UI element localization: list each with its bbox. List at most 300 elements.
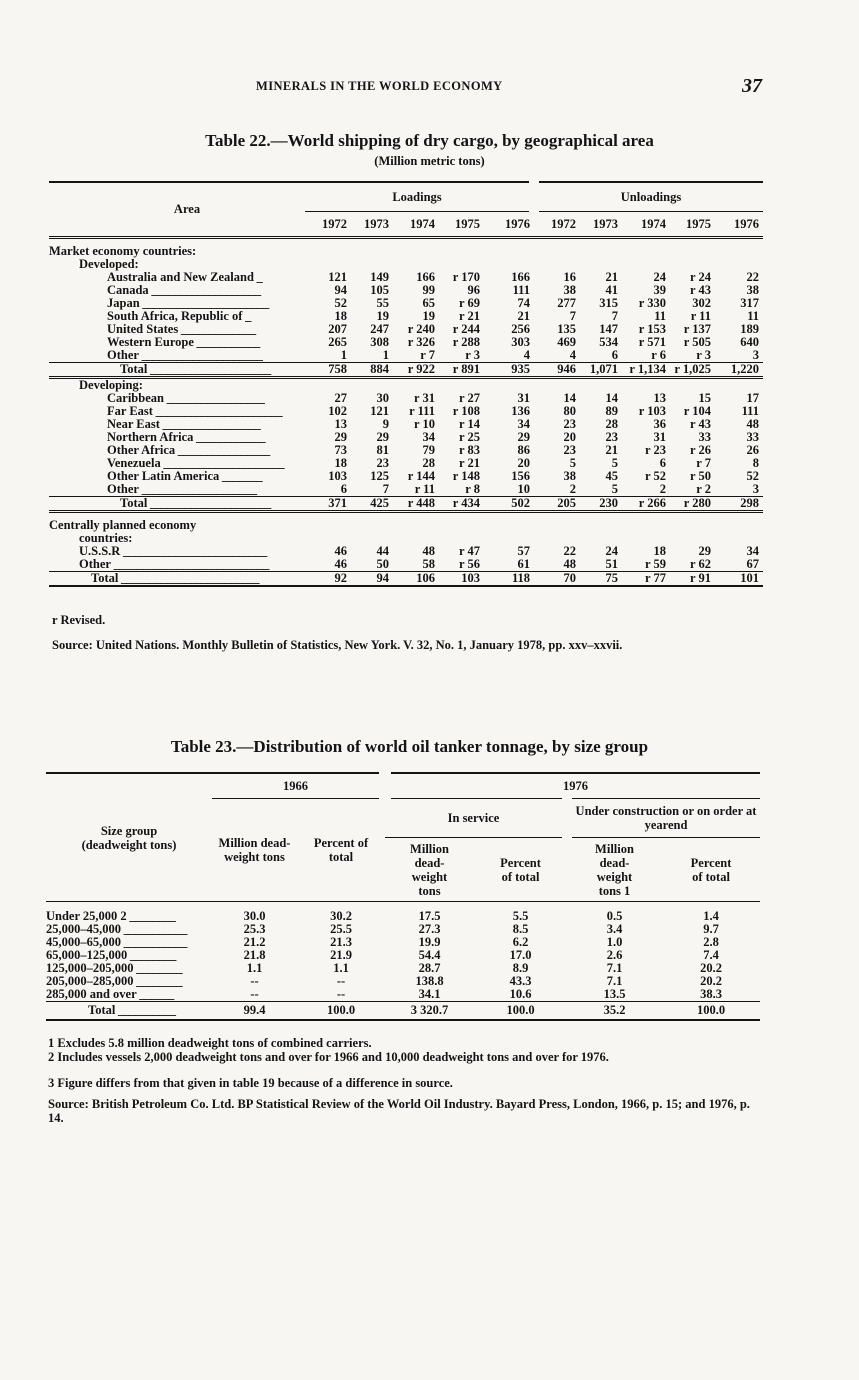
cell-value: 79	[422, 443, 435, 457]
cell-value: r 6	[651, 348, 666, 362]
cell-value: 21.8	[243, 948, 266, 962]
cell-value: r 77	[645, 571, 666, 585]
cell-value: 3	[752, 348, 759, 362]
leader-dots: _________________________	[120, 544, 267, 558]
cell-value: 21.2	[243, 935, 266, 949]
leader-dots: ___________	[121, 935, 187, 949]
cell-value: 30.0	[243, 909, 266, 923]
col-construction-pct: Percent of total	[690, 855, 732, 884]
cell-value: 89	[605, 404, 618, 418]
table-row	[46, 1002, 760, 1020]
cell-value: 10	[517, 482, 530, 496]
year-header: 1976	[505, 216, 530, 231]
leader-dots: ___________________________	[110, 557, 269, 571]
leader-dots: _____________	[178, 322, 256, 336]
cell-value: r 25	[459, 430, 480, 444]
cell-value: 640	[740, 335, 759, 349]
leader-dots: _______	[219, 469, 263, 483]
cell-value: r 31	[414, 391, 435, 405]
leader-dots: _	[242, 309, 251, 323]
cell-value: 534	[599, 335, 618, 349]
row-name: U.S.S.R	[79, 544, 121, 558]
page-header	[0, 75, 859, 101]
table-row	[49, 497, 763, 512]
cell-value: r 104	[683, 404, 711, 418]
cell-value: 38	[563, 283, 576, 297]
cell-value: 1	[382, 348, 389, 362]
cell-value: r 2	[696, 482, 711, 496]
cell-value: r 47	[459, 544, 480, 558]
cell-value: 425	[370, 496, 389, 510]
cell-value: r 1,025	[674, 362, 711, 376]
row-name: Far East	[107, 404, 153, 418]
cell-value: 8.5	[512, 922, 529, 936]
table-row	[49, 349, 763, 363]
cell-value: 94	[334, 283, 347, 297]
cell-value: 371	[328, 496, 347, 510]
cell-value: 30	[376, 391, 389, 405]
cell-value: 0.5	[606, 909, 623, 923]
cell-value: 935	[511, 362, 530, 376]
cell-value: 17.5	[418, 909, 441, 923]
cell-value: 48	[422, 544, 435, 558]
row-name: Total	[88, 1002, 116, 1017]
cell-value: r 52	[645, 469, 666, 483]
cell-value: 265	[328, 335, 347, 349]
row-label	[49, 572, 305, 587]
section-label: Developing:	[79, 378, 143, 392]
running-title: MINERALS IN THE WORLD ECONOMY	[256, 79, 503, 93]
cell-value: 125	[370, 469, 389, 483]
cell-value: 50	[376, 557, 389, 571]
cell-value: 10.6	[509, 987, 532, 1001]
cell-value: 13.5	[603, 987, 626, 1001]
row-label	[46, 988, 212, 1002]
cell-value: 21	[517, 309, 530, 323]
cell-value: 758	[328, 362, 347, 376]
cell-value: --	[250, 987, 259, 1001]
row-label	[46, 1002, 212, 1020]
row-label	[49, 497, 305, 512]
table22-source: Source: United Nations. Monthly Bulletin of Statistics, New York. V. 32, No. 1, January 1978, pp. xxv–xxvii.	[52, 638, 623, 652]
cell-value: 34	[517, 417, 530, 431]
leader-dots: _	[253, 270, 263, 284]
year-header: 1972	[551, 216, 576, 231]
cell-value: 6.2	[512, 935, 529, 949]
col-1966-pct: Percent of total	[313, 836, 369, 864]
leader-dots: ____________	[193, 430, 266, 444]
col-size-group	[46, 773, 212, 902]
group-under-construction: Under construction or on order at yearend	[567, 799, 760, 838]
table23-title: Table 23.—Distribution of world oil tanker tonnage, by size group	[170, 737, 649, 756]
cell-value: r 43	[690, 283, 711, 297]
cell-value: 35.2	[603, 1002, 626, 1017]
col-size-unit: (deadweight tons)	[81, 837, 177, 852]
cell-value: 166	[416, 270, 435, 284]
cell-value: 103	[328, 469, 347, 483]
section-label: Centrally planned economy	[49, 518, 197, 532]
row-name: Other	[107, 482, 139, 496]
cell-value: 22	[746, 270, 759, 284]
group-loadings: Loadings	[305, 182, 534, 212]
cell-value: 20.2	[700, 961, 722, 975]
cell-value: 14	[563, 391, 576, 405]
cell-value: 9.7	[703, 922, 719, 936]
row-name: 205,000–285,000	[46, 974, 134, 988]
cell-value: 25.3	[243, 922, 266, 936]
cell-value: 29	[334, 430, 347, 444]
cell-value: r 69	[459, 296, 480, 310]
year-header: 1975	[686, 216, 711, 231]
cell-value: 20.2	[700, 974, 722, 988]
cell-value: 29	[698, 544, 711, 558]
cell-value: 102	[328, 404, 347, 418]
cell-value: r 103	[638, 404, 666, 418]
row-name: Venezuela	[107, 456, 161, 470]
cell-value: 28	[605, 417, 618, 431]
cell-value: r 111	[409, 404, 435, 418]
year-header: 1976	[734, 216, 759, 231]
section-row	[49, 245, 763, 258]
leader-dots: _____________________	[138, 348, 263, 362]
year-header: 1973	[593, 216, 618, 231]
cell-value: 39	[653, 283, 666, 297]
row-name: Total	[120, 496, 148, 510]
cell-value: 1.1	[333, 961, 349, 975]
cell-value: 2.8	[703, 935, 719, 949]
cell-value: r 448	[407, 496, 435, 510]
leader-dots: _________________	[159, 417, 261, 431]
cell-value: 13	[334, 417, 347, 431]
cell-value: 8	[752, 456, 759, 470]
row-name: Total	[120, 362, 148, 376]
cell-value: 21	[605, 443, 618, 457]
cell-value: r 891	[452, 362, 480, 376]
cell-value: 61	[517, 557, 530, 571]
cell-value: 55	[376, 296, 389, 310]
table22	[49, 181, 763, 587]
cell-value: 15	[698, 391, 711, 405]
leader-dots: ________	[127, 948, 176, 962]
cell-value: 1,220	[730, 362, 759, 376]
cell-value: r 505	[683, 335, 711, 349]
cell-value: 6	[659, 456, 666, 470]
year-header: 1974	[641, 216, 666, 231]
cell-value: 502	[511, 496, 530, 510]
cell-value: 13	[653, 391, 666, 405]
leader-dots: ________	[133, 974, 183, 988]
cell-value: 48	[563, 557, 576, 571]
row-name: United States	[107, 322, 179, 336]
cell-value: 19.9	[418, 935, 441, 949]
table22-note-revised: r Revised.	[52, 613, 106, 627]
cell-value: 4	[569, 348, 576, 362]
cell-value: 1	[340, 348, 347, 362]
cell-value: 469	[557, 335, 576, 349]
cell-value: 19	[422, 309, 435, 323]
cell-value: 4	[523, 348, 530, 362]
cell-value: r 3	[696, 348, 711, 362]
cell-value: 111	[512, 283, 530, 297]
cell-value: 58	[422, 557, 435, 571]
cell-value: 29	[376, 430, 389, 444]
cell-value: 38	[746, 283, 759, 297]
cell-value: r 11	[690, 309, 711, 323]
cell-value: 34	[422, 430, 435, 444]
cell-value: r 7	[696, 456, 711, 470]
cell-value: 2	[659, 482, 666, 496]
row-name: Caribbean	[107, 391, 164, 405]
cell-value: 21.3	[330, 935, 352, 949]
cell-value: 2	[569, 482, 576, 496]
cell-value: --	[336, 974, 346, 988]
year-header: 1974	[410, 216, 435, 231]
cell-value: 38.3	[700, 987, 722, 1001]
cell-value: 57	[517, 544, 530, 558]
cell-value: 1.1	[246, 961, 263, 975]
cell-value: r 83	[459, 443, 480, 457]
cell-value: 20	[563, 430, 576, 444]
cell-value: 70	[563, 571, 576, 585]
section-label: countries:	[79, 531, 133, 545]
cell-value: 48	[746, 417, 759, 431]
col-area: Area	[173, 202, 201, 216]
cell-value: r 24	[690, 270, 711, 284]
cell-value: 166	[511, 270, 530, 284]
cell-value: 100.0	[696, 1002, 726, 1017]
cell-value: 24	[653, 270, 666, 284]
leader-dots: ________	[133, 961, 183, 975]
section-row	[49, 378, 763, 393]
cell-value: 17.0	[509, 948, 532, 962]
cell-value: 86	[517, 443, 530, 457]
cell-value: 1.4	[703, 909, 719, 923]
cell-value: 8.9	[512, 961, 529, 975]
cell-value: 3.4	[606, 922, 623, 936]
cell-value: 100.0	[506, 1002, 535, 1017]
row-name: Under 25,000 2	[46, 909, 127, 923]
cell-value: 99	[422, 283, 435, 297]
cell-value: 34	[746, 544, 759, 558]
col-inservice-pct: Percent of total	[500, 855, 541, 884]
cell-value: r 288	[452, 335, 480, 349]
cell-value: r 21	[459, 309, 480, 323]
year-header: 1972	[322, 216, 347, 231]
cell-value: 946	[557, 362, 576, 376]
leader-dots: _____________________	[160, 456, 285, 470]
cell-value: 135	[557, 322, 576, 336]
cell-value: 2.6	[606, 948, 623, 962]
cell-value: 28.7	[418, 961, 441, 975]
cell-value: 7.4	[703, 948, 719, 962]
table23	[46, 772, 760, 1021]
cell-value: r 21	[459, 456, 480, 470]
row-name: Western Europe	[107, 335, 194, 349]
table23-footnote-1: 1 Excludes 5.8 million deadweight tons of combined carriers.	[48, 1036, 372, 1050]
cell-value: 101	[740, 571, 759, 585]
cell-value: 7	[611, 309, 618, 323]
leader-dots: ______	[136, 987, 174, 1001]
cell-value: 884	[370, 362, 389, 376]
row-name: 45,000–65,000	[46, 935, 121, 949]
leader-dots: ________________	[175, 443, 270, 457]
cell-value: 1.0	[606, 935, 623, 949]
row-name: 65,000–125,000	[46, 948, 128, 962]
cell-value: 7.1	[606, 974, 623, 988]
cell-value: 5	[611, 456, 618, 470]
cell-value: 65	[422, 296, 435, 310]
cell-value: r 23	[645, 443, 666, 457]
cell-value: 67	[746, 557, 759, 571]
cell-value: 28	[422, 456, 435, 470]
cell-value: 21	[605, 270, 618, 284]
cell-value: r 137	[683, 322, 711, 336]
table23-footnote-2: 2 Includes vessels 2,000 deadweight tons and over for 1966 and 10,000 deadweight tons and over for 1976.	[48, 1050, 609, 1064]
cell-value: 6	[611, 348, 618, 362]
cell-value: r 91	[690, 571, 711, 585]
table22-subtitle: (Million metric tons)	[374, 154, 485, 168]
cell-value: 7	[382, 482, 389, 496]
cell-value: 7	[569, 309, 576, 323]
cell-value: r 56	[459, 557, 480, 571]
cell-value: r 922	[407, 362, 435, 376]
cell-value: 302	[692, 296, 711, 310]
cell-value: 29	[517, 430, 530, 444]
table-row	[49, 558, 763, 572]
row-name: Canada	[107, 283, 149, 297]
table23-source: Source: British Petroleum Co. Ltd. BP Statistical Review of the World Oil Industry. Bayard Press, London, 1966, p. 15; and 1976, p. 14.	[48, 1097, 750, 1125]
cell-value: 147	[599, 322, 618, 336]
cell-value: 256	[511, 322, 530, 336]
cell-value: 308	[370, 335, 389, 349]
row-name: 125,000–205,000	[46, 961, 134, 975]
cell-value: r 26	[690, 443, 711, 457]
cell-value: 189	[740, 322, 759, 336]
cell-value: 9	[382, 417, 389, 431]
cell-value: --	[336, 987, 346, 1001]
cell-value: 14	[605, 391, 618, 405]
cell-value: 51	[605, 557, 618, 571]
section-label: Market economy countries:	[49, 244, 197, 258]
cell-value: r 10	[414, 417, 435, 431]
cell-value: 3	[752, 482, 759, 496]
cell-value: 11	[654, 309, 666, 323]
leader-dots: _________________	[163, 391, 265, 405]
cell-value: 5.5	[512, 909, 529, 923]
cell-value: 46	[334, 557, 347, 571]
cell-value: r 50	[690, 469, 711, 483]
cell-value: 52	[334, 296, 347, 310]
cell-value: r 144	[407, 469, 435, 483]
col-inservice-mdwt: Million dead- weight tons	[410, 841, 449, 898]
row-label	[49, 349, 305, 363]
cell-value: 30.2	[330, 909, 352, 923]
row-label	[49, 558, 305, 572]
cell-value: r 27	[459, 391, 480, 405]
cell-value: r 7	[420, 348, 435, 362]
cell-value: 18	[334, 456, 347, 470]
cell-value: 27.3	[418, 922, 441, 936]
cell-value: 46	[334, 544, 347, 558]
leader-dots: _____________________	[147, 362, 271, 376]
cell-value: r 1,134	[629, 362, 666, 376]
leader-dots: ________________________	[118, 571, 259, 585]
cell-value: 18	[653, 544, 666, 558]
cell-value: 16	[563, 270, 576, 284]
cell-value: 11	[747, 309, 759, 323]
cell-value: 100.0	[326, 1002, 356, 1017]
cell-value: 3 320.7	[410, 1002, 449, 1017]
cell-value: 80	[563, 404, 576, 418]
row-name: Total	[91, 571, 119, 585]
row-name: Other	[107, 348, 139, 362]
cell-value: r 571	[638, 335, 666, 349]
section-label: Developed:	[79, 257, 139, 271]
cell-value: 111	[741, 404, 759, 418]
cell-value: r 266	[638, 496, 666, 510]
cell-value: 75	[605, 571, 618, 585]
page-number: 37	[742, 75, 762, 97]
cell-value: 17	[746, 391, 759, 405]
cell-value: 25.5	[330, 922, 352, 936]
cell-value: 23	[605, 430, 618, 444]
cell-value: 1,071	[589, 362, 618, 376]
row-name: Near East	[107, 417, 160, 431]
cell-value: r 43	[690, 417, 711, 431]
cell-value: r 62	[690, 557, 711, 571]
table22-title: Table 22.—World shipping of dry cargo, by geographical area	[205, 131, 654, 150]
cell-value: r 3	[465, 348, 480, 362]
table23-footnote-3: 3 Figure differs from that given in table 19 because of a difference in source.	[48, 1076, 453, 1090]
cell-value: r 330	[638, 296, 666, 310]
group-in-service: In service	[385, 799, 567, 838]
cell-value: r 244	[452, 322, 480, 336]
row-name: Northern Africa	[107, 430, 194, 444]
cell-value: 247	[370, 322, 389, 336]
row-label	[49, 483, 305, 497]
cell-value: 23	[376, 456, 389, 470]
cell-value: 118	[511, 571, 530, 585]
col-construction-mdwt: Million dead- weight tons 1	[595, 841, 634, 898]
cell-value: 24	[605, 544, 618, 558]
table-row	[46, 988, 760, 1002]
table-row	[49, 483, 763, 497]
row-name: Other Africa	[107, 443, 176, 457]
row-name: South Africa, Republic of	[107, 309, 243, 323]
cell-value: 106	[416, 571, 435, 585]
cell-value: 26	[746, 443, 759, 457]
cell-value: 43.3	[509, 974, 532, 988]
cell-value: 207	[328, 322, 347, 336]
cell-value: 303	[511, 335, 530, 349]
cell-value: r 14	[459, 417, 480, 431]
cell-value: 92	[334, 571, 347, 585]
cell-value: 45	[605, 469, 618, 483]
cell-value: 94	[376, 571, 389, 585]
cell-value: --	[250, 974, 259, 988]
row-name: Other Latin America	[107, 469, 220, 483]
cell-value: 298	[740, 496, 759, 510]
row-label	[49, 363, 305, 378]
leader-dots: __________	[115, 1002, 176, 1017]
leader-dots: ______________________	[139, 296, 269, 310]
cell-value: 23	[563, 417, 576, 431]
cell-value: r 434	[452, 496, 480, 510]
year-header: 1973	[364, 216, 389, 231]
cell-value: r 170	[452, 270, 480, 284]
col-1966-mdwt: Million dead- weight tons	[218, 836, 291, 864]
cell-value: 18	[334, 309, 347, 323]
